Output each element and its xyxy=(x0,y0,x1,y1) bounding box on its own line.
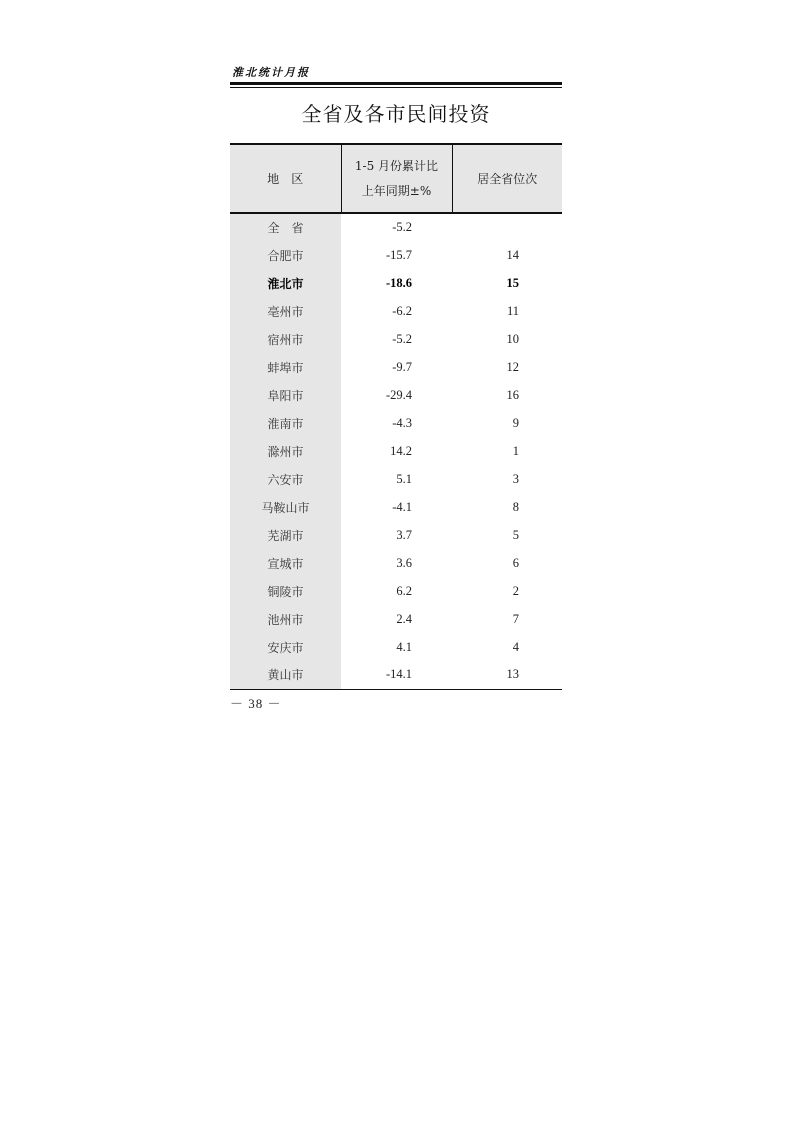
cell-growth: -18.6 xyxy=(385,275,412,290)
table-row xyxy=(230,493,562,521)
cell-rank: 15 xyxy=(506,275,519,290)
cell-rank: 3 xyxy=(512,471,519,486)
cell-region: 淮北市 xyxy=(230,269,341,297)
cell-region: 合肥市 xyxy=(230,241,341,269)
cell-region: 亳州市 xyxy=(230,297,341,325)
cell-region: 六安市 xyxy=(230,465,341,493)
cell-rank: 14 xyxy=(506,247,519,262)
cell-growth: -15.7 xyxy=(385,247,412,262)
table-row xyxy=(230,241,562,269)
cell-growth: -9.7 xyxy=(392,359,412,374)
cell-rank: 13 xyxy=(452,661,562,689)
publication-header: 淮北统计月报 xyxy=(232,66,310,79)
cell-rank xyxy=(452,213,562,241)
table-row xyxy=(230,269,562,297)
header-rule-thin xyxy=(230,87,562,88)
investment-table xyxy=(230,143,562,690)
cell-rank: 8 xyxy=(512,499,519,514)
cell-rank: 10 xyxy=(506,331,519,346)
cell-region: 蚌埠市 xyxy=(230,353,341,381)
table-row xyxy=(230,213,562,241)
cell-growth: -4.1 xyxy=(392,499,412,514)
table-row xyxy=(230,437,562,465)
page-title: 全省及各市民间投资 xyxy=(301,102,491,126)
column-header-growth xyxy=(341,144,452,213)
cell-region: 铜陵市 xyxy=(230,577,341,605)
table-body xyxy=(230,213,562,689)
cell-growth: 2.4 xyxy=(396,611,412,626)
table-row xyxy=(230,465,562,493)
cell-region: 滁州市 xyxy=(230,437,341,465)
cell-growth: -5.2 xyxy=(392,220,412,234)
cell-region: 安庆市 xyxy=(230,633,341,661)
table-row xyxy=(230,297,562,325)
cell-rank: 4 xyxy=(512,639,519,654)
cell-growth: 6.2 xyxy=(396,583,412,598)
table-row xyxy=(230,661,562,689)
cell-rank: 12 xyxy=(506,359,519,374)
cell-rank: 1 xyxy=(512,443,519,458)
cell-region: 芜湖市 xyxy=(230,521,341,549)
table-row xyxy=(230,633,562,661)
table-row xyxy=(230,325,562,353)
cell-growth: 3.6 xyxy=(396,555,412,570)
cell-growth: -14.1 xyxy=(341,661,452,689)
cell-region: 淮南市 xyxy=(230,409,341,437)
cell-region: 宣城市 xyxy=(230,549,341,577)
column-header-growth-line1: 1-5 月份累计比 xyxy=(354,158,439,173)
page-number: － 38 － xyxy=(230,696,282,711)
table-header-row xyxy=(230,144,562,213)
header-rule-thick xyxy=(230,82,562,85)
cell-growth: -4.3 xyxy=(392,415,412,430)
table-row xyxy=(230,521,562,549)
column-header-region: 地 区 xyxy=(230,144,341,213)
cell-rank: 16 xyxy=(506,387,519,402)
cell-rank: 5 xyxy=(512,527,519,542)
table-row xyxy=(230,381,562,409)
column-header-rank: 居全省位次 xyxy=(452,144,562,213)
cell-rank: 9 xyxy=(512,415,519,430)
cell-region: 马鞍山市 xyxy=(230,493,341,521)
table-row xyxy=(230,353,562,381)
cell-region: 池州市 xyxy=(230,605,341,633)
cell-rank: 11 xyxy=(506,303,519,318)
table-row xyxy=(230,605,562,633)
cell-rank: 6 xyxy=(512,555,519,570)
cell-region: 宿州市 xyxy=(230,325,341,353)
cell-growth: 4.1 xyxy=(396,639,412,654)
cell-growth: -29.4 xyxy=(385,387,412,402)
cell-growth: 14.2 xyxy=(390,443,412,458)
table-row xyxy=(230,577,562,605)
cell-growth: -5.2 xyxy=(392,331,412,346)
table-row xyxy=(230,409,562,437)
column-header-growth-line2: 上年同期±% xyxy=(361,183,432,198)
cell-region: 阜阳市 xyxy=(230,381,341,409)
table-row xyxy=(230,549,562,577)
cell-rank: 7 xyxy=(512,611,519,626)
cell-growth: 3.7 xyxy=(396,527,412,542)
cell-region: 黄山市 xyxy=(230,661,341,689)
cell-growth: 5.1 xyxy=(396,471,412,486)
cell-rank: 2 xyxy=(512,583,519,598)
cell-region: 全 省 xyxy=(230,213,341,241)
cell-growth: -6.2 xyxy=(392,303,412,318)
